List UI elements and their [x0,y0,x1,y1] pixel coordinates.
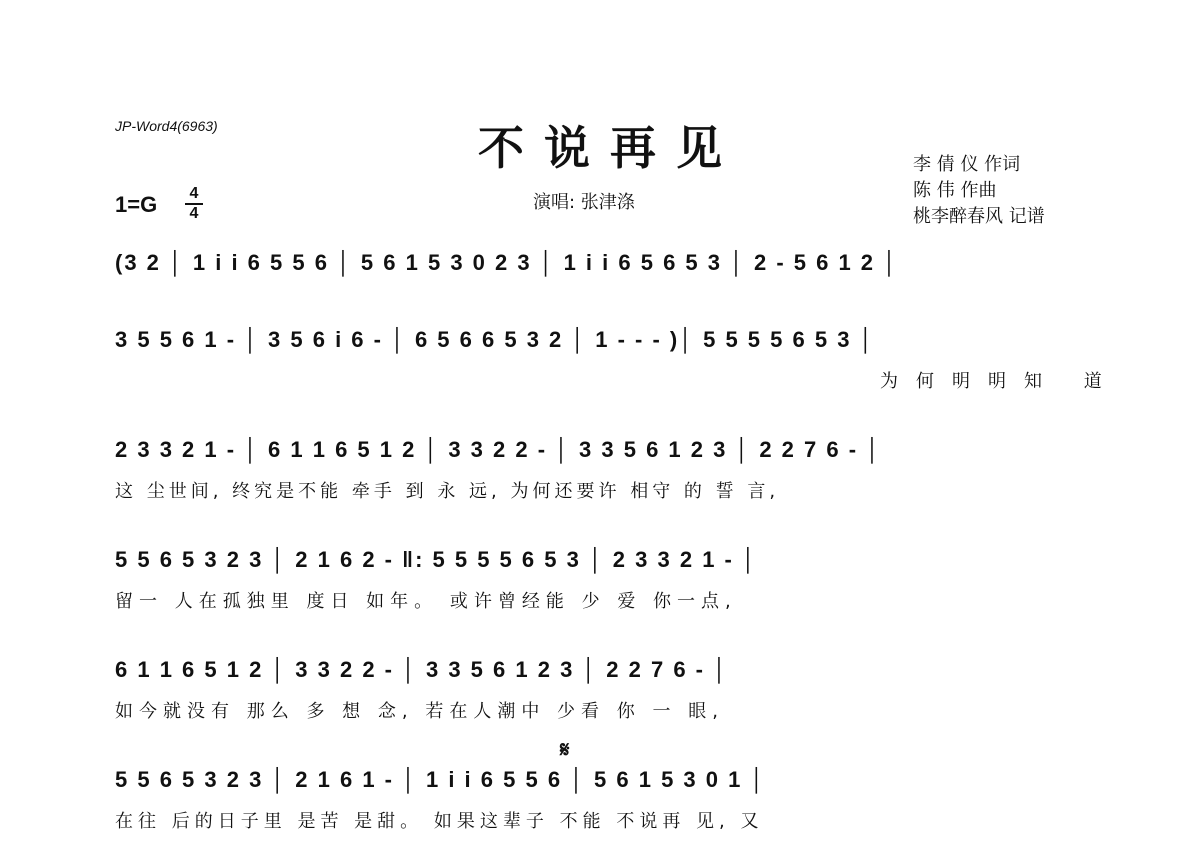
score-row-6 [115,767,1090,832]
notation-line: 5 5 6 5 3 2 3 │ 2 1 6 1 - │ 1 i i 6 5 5 6 │ 5 6 1 5 3 0 1 │ [115,767,767,792]
score-row-5 [115,657,1090,722]
notation-line: 2 3 3 2 1 - │ 6 1 1 6 5 1 2 │ 3 3 2 2 - │ 3 3 5 6 1 2 3 │ 2 2 7 6 - │ [115,437,882,462]
key-signature: 1=G [115,192,158,217]
software-label: JP-Word4(6963) [115,118,218,134]
singer-credit: 演唱: 张津涤 [533,192,635,213]
lyricist-credit: 李 倩 仪 作词 [913,154,1021,175]
lyric-line: 为何明明知 道 [880,371,1120,392]
song-title: 不说再见 [478,121,742,175]
notation-line: 3 5 5 6 1 - │ 3 5 6 i 6 - │ 6 5 6 6 5 3 2 │ 1 - - - )│ 5 5 5 5 6 5 3 │ [115,327,876,352]
lyric-line: 留一 人在孤独里 度日 如年。 或许曾经能 少 爱 你一点, [115,591,737,612]
transcriber-credit: 桃李醉春风 记谱 [913,206,1045,227]
notation-line: 5 5 6 5 3 2 3 │ 2 1 6 2 - ‖: 5 5 5 5 6 5 3 │ 2 3 3 2 1 - │ [115,547,758,572]
segno-icon: 𝄋 [560,738,570,763]
time-signature-top: 4 [189,185,199,202]
lyric-line: 这 尘世间, 终究是不能 牵手 到 永 远, 为何还要许 相守 的 誓 言, [115,481,780,502]
composer-credit: 陈 伟 作曲 [913,180,997,201]
score-row-3 [115,437,1090,502]
score-row-2 [115,327,1120,392]
lyric-line: 如今就没有 那么 多 想 念, 若在人潮中 少看 你 一 眼, [115,701,724,722]
notation-line: (3 2 │ 1 i i 6 5 5 6 │ 5 6 1 5 3 0 2 3 │ 1 i i 6 5 6 5 3 │ 2 - 5 6 1 2 │ [115,250,899,275]
score-row-4 [115,547,1090,612]
time-signature-bottom: 4 [189,205,199,222]
time-signature [185,186,203,222]
score-row-1 [115,250,1090,284]
notation-line: 6 1 1 6 5 1 2 │ 3 3 2 2 - │ 3 3 5 6 1 2 3 │ 2 2 7 6 - │ [115,657,729,682]
lyric-line: 在往 后的日子里 是苦 是甜。 如果这辈子 不能 不说再 见, 又 [115,811,764,832]
